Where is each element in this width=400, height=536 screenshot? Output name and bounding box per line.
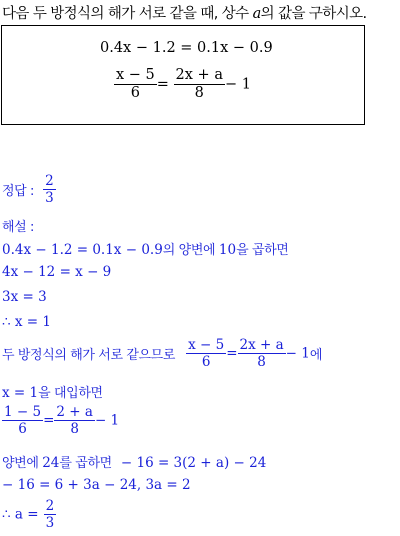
- equals-sign: =: [43, 412, 55, 429]
- solution-line-9: − 16 = 6 + 3a − 24, 3a = 2: [2, 477, 191, 493]
- solution-line-1-text: 의 양변에: [162, 243, 219, 258]
- frac-denominator: 6: [18, 421, 27, 438]
- solution-line-10-fraction: [44, 499, 57, 530]
- solution-line-6-math: x = 1: [2, 385, 39, 401]
- frac-numerator: 2: [45, 498, 55, 514]
- solution-line-5-text: 두 방정식의 해가 서로 같으므로: [2, 348, 175, 364]
- question-text-before: 다음 두 방정식의 해가 서로 같을 때, 상수: [2, 6, 253, 22]
- frac-denominator: 8: [70, 421, 79, 438]
- frac-denominator: 6: [201, 354, 211, 371]
- equals-sign: =: [156, 76, 169, 93]
- answer-line: [2, 174, 56, 205]
- solution-line-1-number: 10: [218, 242, 237, 258]
- solution-line-8-text: 양변에: [2, 456, 43, 471]
- question-variable: a: [252, 6, 261, 22]
- frac-numerator: 2x + a: [174, 68, 225, 85]
- solution-line-10-prefix: ∴ a =: [2, 506, 39, 523]
- solution-line-5-tail: − 1: [285, 345, 310, 362]
- solution-line-7: [2, 405, 119, 436]
- frac-denominator: 8: [194, 85, 204, 102]
- solution-line-8-number: 24: [42, 455, 60, 471]
- solution-line-8-math: − 16 = 3(2 + a) − 24: [120, 455, 267, 471]
- frac-numerator: 2x + a: [239, 337, 284, 353]
- solution-line-1-text-2: 을 곱하면: [236, 243, 289, 258]
- solution-line-1: [2, 239, 288, 258]
- solution-line-5-suffix: 에: [309, 348, 323, 364]
- frac-denominator: 3: [45, 515, 55, 532]
- frac-numerator: 1 − 5: [4, 404, 42, 420]
- solution-line-2: 4x − 12 = x − 9: [2, 264, 112, 280]
- solution-line-7-rhs-fraction: [54, 405, 95, 436]
- solution-line-3: 3x = 3: [2, 289, 47, 305]
- frac-denominator: 6: [130, 85, 140, 102]
- solution-line-5: [2, 338, 322, 369]
- solution-label: 해설 :: [2, 220, 35, 235]
- answer-label: 정답 :: [2, 184, 35, 200]
- equation-2-tail: − 1: [224, 76, 251, 93]
- solution-line-5-lhs-fraction: [186, 338, 226, 369]
- frac-denominator: 3: [45, 190, 54, 207]
- solution-line-8-text-2: 를 곱하면: [59, 456, 112, 471]
- equation-1: 0.4x − 1.2 = 0.1x − 0.9: [100, 40, 273, 56]
- equation-2-lhs-fraction: [114, 68, 157, 101]
- solution-line-10: [2, 499, 56, 530]
- question-text-after: 의 값을 구하시오.: [260, 6, 367, 22]
- solution-line-7-lhs-fraction: [2, 405, 43, 436]
- question-text: [2, 2, 367, 23]
- solution-line-4: ∴ x = 1: [2, 314, 51, 330]
- answer-fraction: [43, 174, 56, 205]
- solution-line-5-rhs-fraction: [238, 338, 286, 369]
- frac-numerator: 2 + a: [56, 404, 93, 420]
- equals-sign: =: [226, 345, 238, 362]
- problem-box: [1, 25, 365, 125]
- equation-2: [114, 68, 251, 101]
- solution-line-6-text: 을 대입하면: [38, 386, 103, 401]
- frac-denominator: 8: [257, 354, 266, 371]
- frac-numerator: x − 5: [114, 68, 157, 85]
- frac-numerator: x − 5: [188, 337, 225, 353]
- solution-line-1-math: 0.4x − 1.2 = 0.1x − 0.9: [2, 242, 163, 258]
- solution-line-6: [2, 382, 103, 401]
- frac-numerator: 2: [45, 173, 54, 189]
- equation-2-rhs-fraction: [174, 68, 225, 101]
- solution-line-7-tail: − 1: [94, 412, 120, 429]
- solution-line-8: [2, 452, 266, 471]
